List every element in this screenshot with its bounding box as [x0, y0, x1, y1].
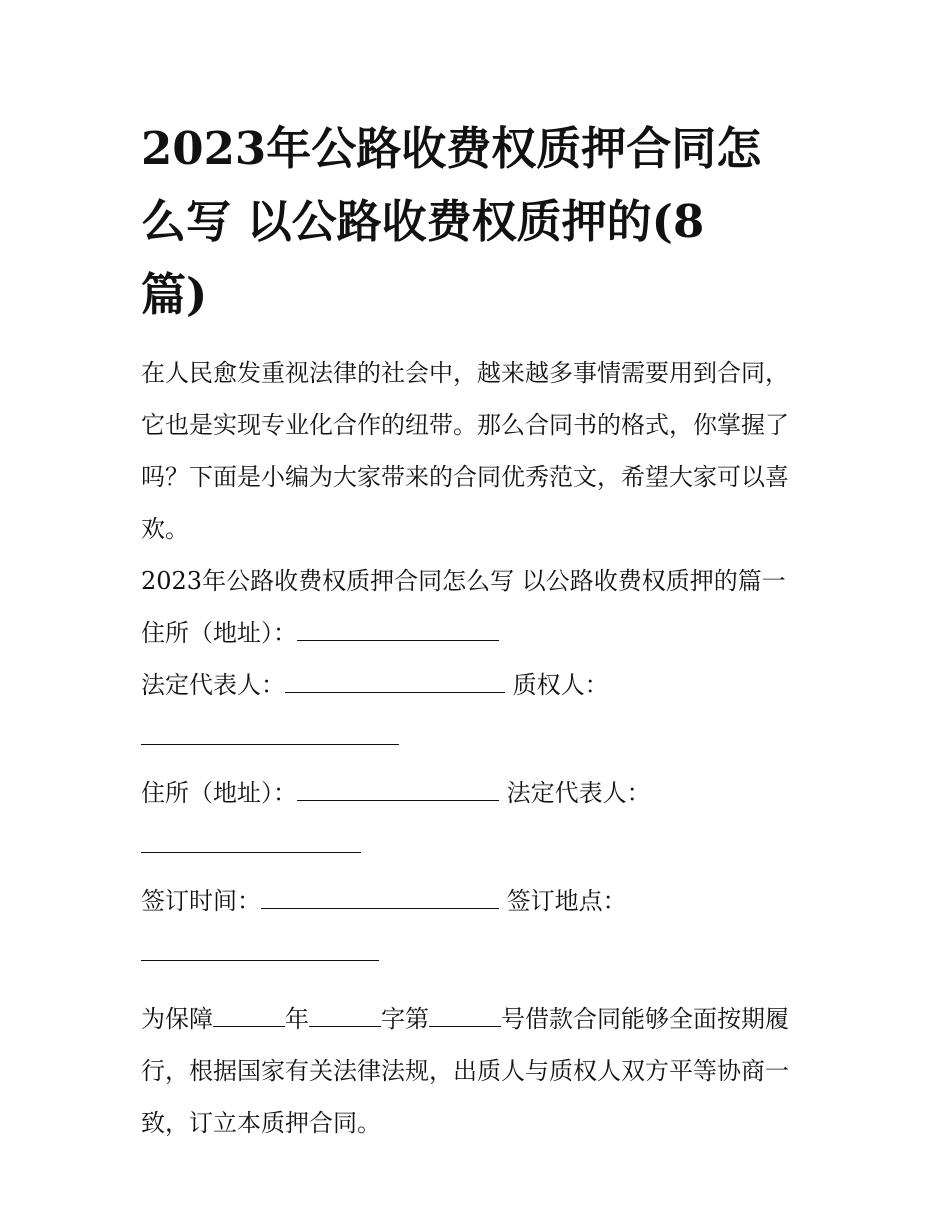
address-row-1	[141, 607, 813, 659]
purpose-paragraph	[141, 993, 813, 1149]
pledgee-blank	[141, 724, 399, 745]
pledgee-blank-row	[141, 711, 813, 763]
document-page	[141, 112, 813, 1149]
sign-row	[141, 875, 813, 927]
intro-line-2: 它也是实现专业化合作的纽带。那么合同书的格式，你掌握了	[141, 411, 789, 439]
section-heading: 2023年公路收费权质押合同怎么写 以公路收费权质押的篇一	[141, 567, 786, 595]
sign-place-label: 签订地点：	[506, 887, 627, 915]
address-label-2: 住所（地址）：	[141, 779, 297, 807]
purpose-line-2: 行，根据国家有关法律法规，出质人与质权人双方平等协商一	[141, 1057, 789, 1085]
sign-time-label: 签订时间：	[141, 887, 261, 915]
legal-rep-row-1	[141, 659, 813, 711]
pledgee-label: 质权人：	[512, 671, 609, 699]
address-row-2	[141, 767, 813, 819]
legal-rep-blank-row-2	[141, 819, 813, 871]
title-line-2: 么写 以公路收费权质押的(8	[141, 195, 705, 248]
sign-time-blank	[261, 888, 499, 909]
legal-rep-label-1: 法定代表人：	[141, 671, 285, 699]
title-line-3: 篇)	[141, 268, 208, 321]
intro-line-3: 吗？下面是小编为大家带来的合同优秀范文，希望大家可以喜	[141, 463, 789, 491]
title-line-1: 2023年公路收费权质押合同怎	[141, 122, 762, 175]
document-title	[141, 112, 813, 331]
word-blank	[309, 1006, 381, 1027]
purpose-text-a: 为保障	[141, 1005, 213, 1033]
number-blank	[429, 1006, 501, 1027]
purpose-line-1	[141, 993, 813, 1045]
address-label-1: 住所（地址）：	[141, 619, 297, 647]
intro-paragraph	[141, 347, 813, 555]
year-blank	[213, 1006, 285, 1027]
legal-rep-label-2: 法定代表人：	[506, 779, 651, 807]
intro-line-4: 欢。	[141, 515, 189, 543]
address-blank-2	[297, 780, 499, 801]
purpose-line-3: 致，订立本质押合同。	[141, 1109, 381, 1137]
sign-place-blank	[141, 940, 379, 961]
sign-place-blank-row	[141, 927, 813, 979]
legal-rep-blank-2	[141, 832, 361, 853]
purpose-text-d: 号借款合同能够全面按期履	[501, 1005, 789, 1033]
purpose-text-c: 字第	[381, 1005, 429, 1033]
legal-rep-blank-1	[285, 672, 505, 693]
purpose-text-b: 年	[285, 1005, 309, 1033]
intro-line-1: 在人民愈发重视法律的社会中，越来越多事情需要用到合同，	[141, 359, 789, 387]
address-blank-1	[297, 620, 499, 641]
